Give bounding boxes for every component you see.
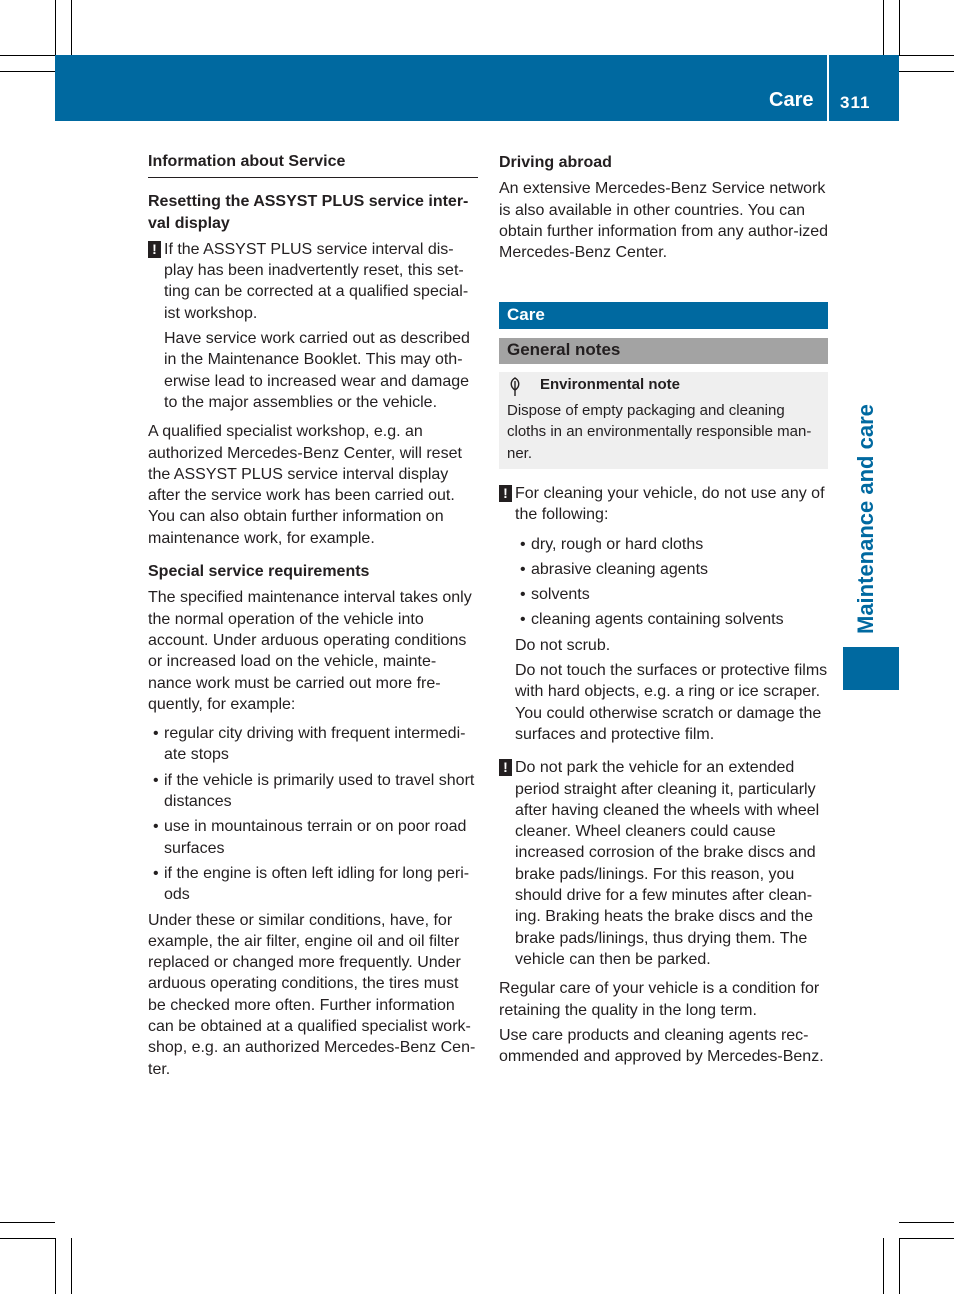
list-item: • solvents [515,584,831,605]
environmental-note [499,372,828,469]
crop-mark [899,1238,954,1239]
paragraph: Do not touch the surfaces or protective films with hard objects, e.g. a ring or ice scraper. You could otherwise scratch or damage the surfaces and protective film. [515,662,828,743]
crop-mark [899,0,900,55]
crop-mark [71,0,72,55]
crop-mark [71,1238,72,1294]
paragraph: Use care products and cleaning agents rec-ommended and approved by Mercedes-Benz. [499,1026,824,1066]
chapter-tab-label: Maintenance and care [853,404,878,634]
crop-mark [0,71,55,72]
list-item: • if the engine is often left idling for long peri-ods [148,863,478,906]
warning-note [499,757,831,970]
crop-mark [55,0,56,55]
paragraph: An extensive Mercedes-Benz Service network is also available in other countries. You can obtain further information from any author-ized Mercedes-Benz Center. [499,180,829,262]
subheading-reset: Resetting the ASSYST PLUS service inter-val display [148,193,469,232]
warning-text: For cleaning your vehicle, do not use any of the following: [515,485,825,524]
environmental-note-text: Dispose of empty packaging and cleaning cloths in an environmentally responsible man-ner. [507,402,812,462]
care-section-bar [499,302,828,329]
leaf-icon [507,377,523,397]
subheading-special: Special service requirements [148,563,370,581]
warning-icon: ! [148,241,161,258]
care-section-title: Care [507,305,545,324]
paragraph: The specified maintenance interval takes only the normal operation of the vehicle into account. Under arduous operating conditions or increased load on the vehicle, mainte-nance work must be carried out more fre-quently, for example: [148,589,472,713]
list-item: • use in mountainous terrain or on poor road surfaces [148,816,478,859]
warning-text: If the ASSYST PLUS service interval dis-play has been inadvertently reset, this set-ting can be corrected at a qualified special-ist workshop. [164,240,469,322]
list-item: • regular city driving with frequent intermedi-ate stops [148,723,478,766]
page-number: 311 [840,93,871,112]
warning-note [499,483,831,526]
crop-mark [899,1222,954,1223]
chapter-tab [843,647,899,690]
warning-text: Do not park the vehicle for an extended period straight after cleaning it, particularly after having cleaned the wheels with wheel cleaner. Wheel cleaners could cause increased corrosion of the brake discs and brake pads/linings. For this reason, you should drive for a few minutes after clean-ing. Braking heats the brake discs and the brake pads/linings, thus drying them. The vehicle can then be parked. [515,759,820,968]
general-notes-title: General notes [507,340,621,359]
subheading-abroad: Driving abroad [499,154,612,171]
crop-mark [0,1238,55,1239]
paragraph: Do not scrub. [515,636,611,654]
warning-note [148,239,478,324]
environmental-note-title: Environmental note [540,376,681,393]
crop-mark [883,0,884,55]
crop-mark [899,1238,900,1294]
right-column-bottom [499,483,831,1067]
crop-mark [0,1222,55,1223]
list-item: • cleaning agents containing solvents [515,609,831,630]
section-heading: Information about Service [148,151,478,178]
crop-mark [899,71,954,72]
crop-mark [899,55,954,56]
left-column [148,151,478,1080]
crop-mark [55,1238,56,1294]
paragraph: A qualified specialist workshop, e.g. an authorized Mercedes-Benz Center, will reset the ASSYST PLUS service interval display after the service work has been carried out. You can also obtain further information on maintenance work, for example. [148,423,462,547]
list-item: • abrasive cleaning agents [515,559,831,580]
warning-icon: ! [499,759,512,776]
paragraph: Regular care of your vehicle is a condition for retaining the quality in the long term. [499,980,820,1019]
paragraph: Under these or similar conditions, have, for example, the air filter, engine oil and oil filter replaced or changed more frequently. Under arduous operating conditions, the tires must be checked more often. Further information can be obtained at a qualified specialist work-shop, e.g. an authorized Mercedes-Benz Cen-ter. [148,911,476,1078]
right-column-top [499,152,831,263]
general-notes-bar [499,338,828,364]
crop-mark [0,55,55,56]
warning-icon: ! [499,485,512,502]
section-title: Care [769,89,814,111]
crop-mark [883,1238,884,1294]
list-item: • dry, rough or hard cloths [515,534,831,555]
warning-text-cont: Have service work carried out as described in the Maintenance Booklet. This may oth-erwise lead to increased wear and damage to the major assemblies or the vehicle. [164,330,470,411]
list-item: • if the vehicle is primarily used to travel short distances [148,770,478,813]
header-divider [827,55,829,121]
